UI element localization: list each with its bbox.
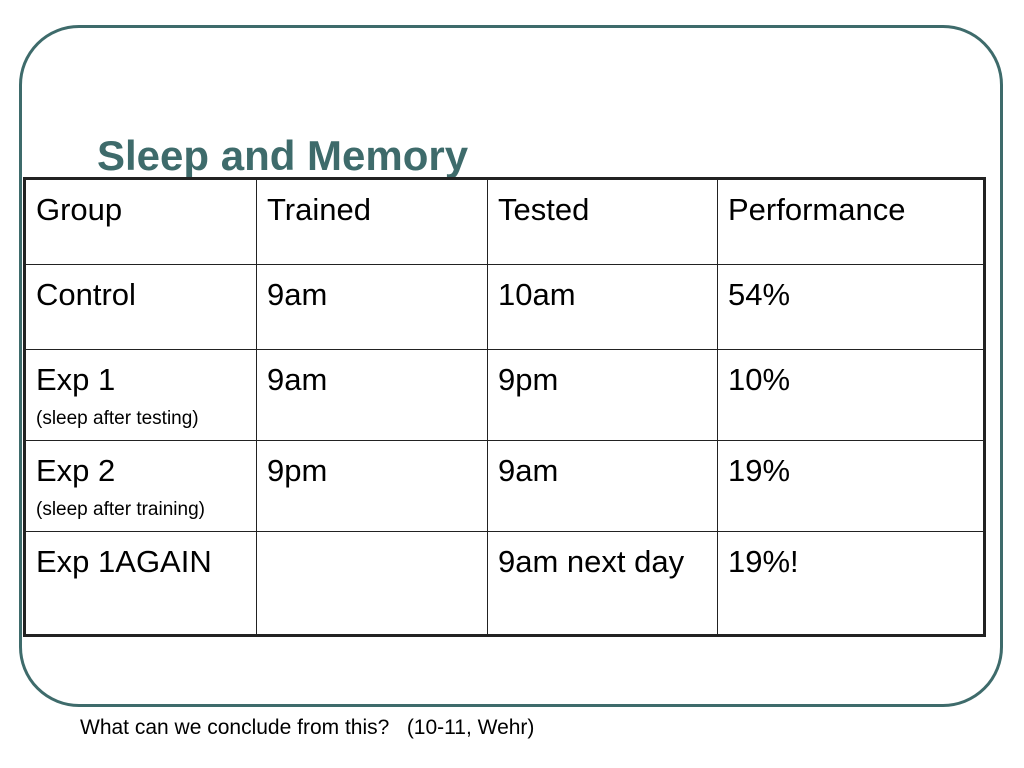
slide-title: Sleep and Memory [97, 132, 469, 179]
cell-trained: 9pm [257, 441, 488, 532]
cell-tested: 9pm [488, 350, 718, 441]
header-tested: Tested [488, 180, 718, 265]
cell-performance: 10% [718, 350, 984, 441]
header-performance: Performance [718, 180, 984, 265]
cell-group [26, 265, 257, 350]
header-group: Group [26, 180, 257, 265]
cell-group [26, 441, 257, 532]
cell-trained: 9am [257, 350, 488, 441]
cell-tested: 9am next day [488, 532, 718, 635]
table-header-row [26, 180, 984, 265]
cell-group [26, 532, 257, 635]
cell-performance: 54% [718, 265, 984, 350]
table-row [26, 532, 984, 635]
cell-trained [257, 532, 488, 635]
slide-caption: What can we conclude from this? (10-11, Wehr) [80, 716, 535, 739]
cell-group [26, 350, 257, 441]
table-row [26, 265, 984, 350]
group-label: Exp 2 [36, 453, 116, 488]
cell-tested: 10am [488, 265, 718, 350]
cell-trained: 9am [257, 265, 488, 350]
cell-performance: 19%! [718, 532, 984, 635]
group-note: (sleep after training) [36, 499, 205, 520]
group-label: Exp 1 [36, 362, 116, 397]
cell-tested: 9am [488, 441, 718, 532]
cell-performance: 19% [718, 441, 984, 532]
results-table [25, 179, 984, 635]
table-row [26, 350, 984, 441]
header-trained: Trained [257, 180, 488, 265]
group-note: (sleep after testing) [36, 408, 199, 429]
table-row [26, 441, 984, 532]
group-label: Exp 1AGAIN [36, 544, 212, 579]
group-label: Control [36, 277, 136, 312]
